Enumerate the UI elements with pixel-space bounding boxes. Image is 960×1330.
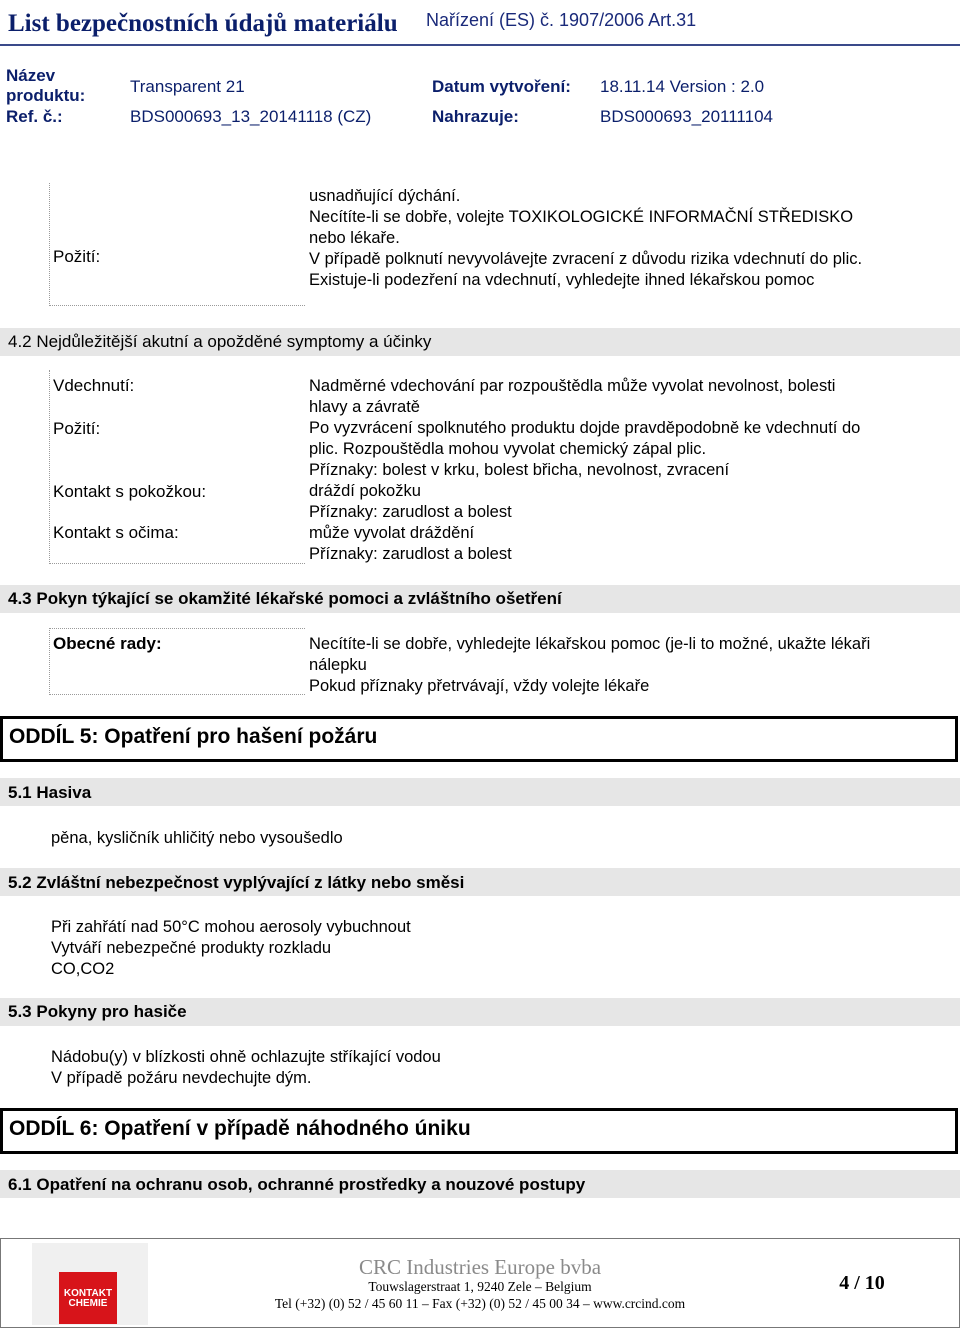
section-5-3-heading: 5.3 Pokyny pro hasiče: [8, 1002, 187, 1021]
text-line: Pokud příznaky přetrvávají, vždy volejte lékaře: [309, 677, 650, 695]
created-value: 18.11.14 Version : 2.0: [600, 77, 765, 96]
logo-line: KONTAKT: [63, 1288, 113, 1299]
text-line: dráždí pokožku: [309, 482, 421, 500]
text-line: nálepku: [309, 656, 367, 674]
product-label-2: produktu:: [6, 86, 86, 105]
company-contact: Tel (+32) (0) 52 / 45 60 11 – Fax (+32) (0) 52 / 45 00 34 – www.crcind.com: [274, 1296, 686, 1311]
page-number: 4 / 10: [839, 1272, 885, 1294]
ingestion-label-box: [49, 183, 305, 306]
text-line: Necítíte-li se dobře, volejte TOXIKOLOGICKÉ INFORMAČNÍ STŘEDISKO: [309, 208, 854, 226]
header-divider: [0, 44, 960, 46]
text-line: hlavy a závratě: [309, 398, 420, 416]
section-4-2-text: [309, 376, 860, 565]
text-line: nebo lékaře.: [309, 229, 400, 247]
product-label-1: Název: [6, 66, 56, 85]
label-general-advice: Obecné rady:: [53, 634, 162, 653]
company-address: Touwslagerstraat 1, 9240 Zele – Belgium: [368, 1279, 592, 1294]
text-line: může vyvolat dráždění: [309, 524, 475, 542]
text-line: Příznaky: bolest v krku, bolest břicha, nevolnost, zvracení: [309, 461, 730, 479]
section-4-3-text: [309, 634, 870, 697]
section-4-3-heading: 4.3 Pokyn týkající se okamžité lékařské pomoci a zvláštního ošetření: [8, 589, 562, 608]
section-5-2-text: [51, 917, 411, 980]
section-6-1-heading: 6.1 Opatření na ochranu osob, ochranné prostředky a nouzové postupy: [8, 1175, 586, 1194]
created-label: Datum vytvoření:: [432, 77, 571, 96]
section-5-1-bar: [0, 778, 960, 806]
regulation-ref: Nařízení (ES) č. 1907/2006 Art.31: [426, 10, 697, 30]
text-line: Příznaky: zarudlost a bolest: [309, 503, 512, 521]
label-ingestion: Požití:: [53, 419, 101, 438]
section-4-2-heading: 4.2 Nejdůležitější akutní a opožděné symptomy a účinky: [8, 332, 432, 351]
logo-line: CHEMIE: [68, 1298, 108, 1309]
ref-value: BDS000693_13_20141118 (CZ): [130, 107, 372, 126]
text-line: Existuje-li podezření na vdechnutí, vyhledejte ihned lékařskou pomoc: [309, 271, 815, 289]
text-line: Po vyzvrácení spolknutého produktu dojde pravděpodobně ke vdechnutí do: [309, 419, 861, 437]
replaces-value: BDS000693_20111104: [600, 107, 773, 126]
replaces-label: Nahrazuje:: [432, 107, 519, 126]
text-line: CO,CO2: [51, 960, 115, 978]
section-5-title: ODDÍL 5: Opatření pro hašení požáru: [9, 725, 378, 748]
ingestion-text: [309, 186, 862, 291]
logo-text: [59, 1289, 117, 1309]
ingestion-label: Požití:: [53, 247, 101, 266]
text-line: plic. Rozpouštědla mohou vyvolat chemický zápal plic.: [309, 440, 707, 458]
text-line: usnadňující dýchání.: [309, 187, 461, 205]
section-5-3-text: [51, 1047, 441, 1089]
label-skin-contact: Kontakt s pokožkou:: [53, 482, 207, 501]
section-5-2-heading: 5.2 Zvláštní nebezpečnost vyplývající z látky nebo směsi: [8, 873, 465, 892]
text-line: Příznaky: zarudlost a bolest: [309, 545, 512, 563]
section-6-title-box: [0, 1108, 958, 1154]
ref-label: Ref. č.:: [6, 107, 63, 126]
text-line: V případě požáru nevdechujte dým.: [51, 1069, 312, 1087]
text-line: V případě polknutí nevyvolávejte zvracení z důvodu rizika vdechnutí do plic.: [309, 250, 863, 268]
text-line: pěna, kysličník uhličitý nebo vysoušedlo: [51, 829, 343, 847]
section-5-title-box: [0, 716, 958, 762]
company-name: CRC Industries Europe bvba: [358, 1255, 602, 1279]
text-line: Nádobu(y) v blízkosti ohně ochlazujte stříkající vodou: [51, 1048, 441, 1066]
label-eye-contact: Kontakt s očima:: [53, 523, 179, 542]
document-title: List bezpečnostních údajů materiálu: [8, 10, 398, 37]
section-5-1-text: [51, 828, 343, 849]
section-6-title: ODDÍL 6: Opatření v případě náhodného úniku: [9, 1117, 471, 1140]
text-line: Vytváří nebezpečné produkty rozkladu: [51, 939, 332, 957]
text-line: Nadměrné vdechování par rozpouštědla může vyvolat nevolnost, bolesti: [309, 377, 836, 395]
product-name: Transparent 21: [130, 77, 245, 96]
text-line: Necítíte-li se dobře, vyhledejte lékařskou pomoc (je-li to možné, ukažte lékaři: [309, 635, 871, 653]
label-inhalation: Vdechnutí:: [53, 376, 135, 395]
text-line: Při zahřátí nad 50°C mohou aerosoly vybuchnout: [51, 918, 411, 936]
section-5-1-heading: 5.1 Hasiva: [8, 783, 92, 802]
